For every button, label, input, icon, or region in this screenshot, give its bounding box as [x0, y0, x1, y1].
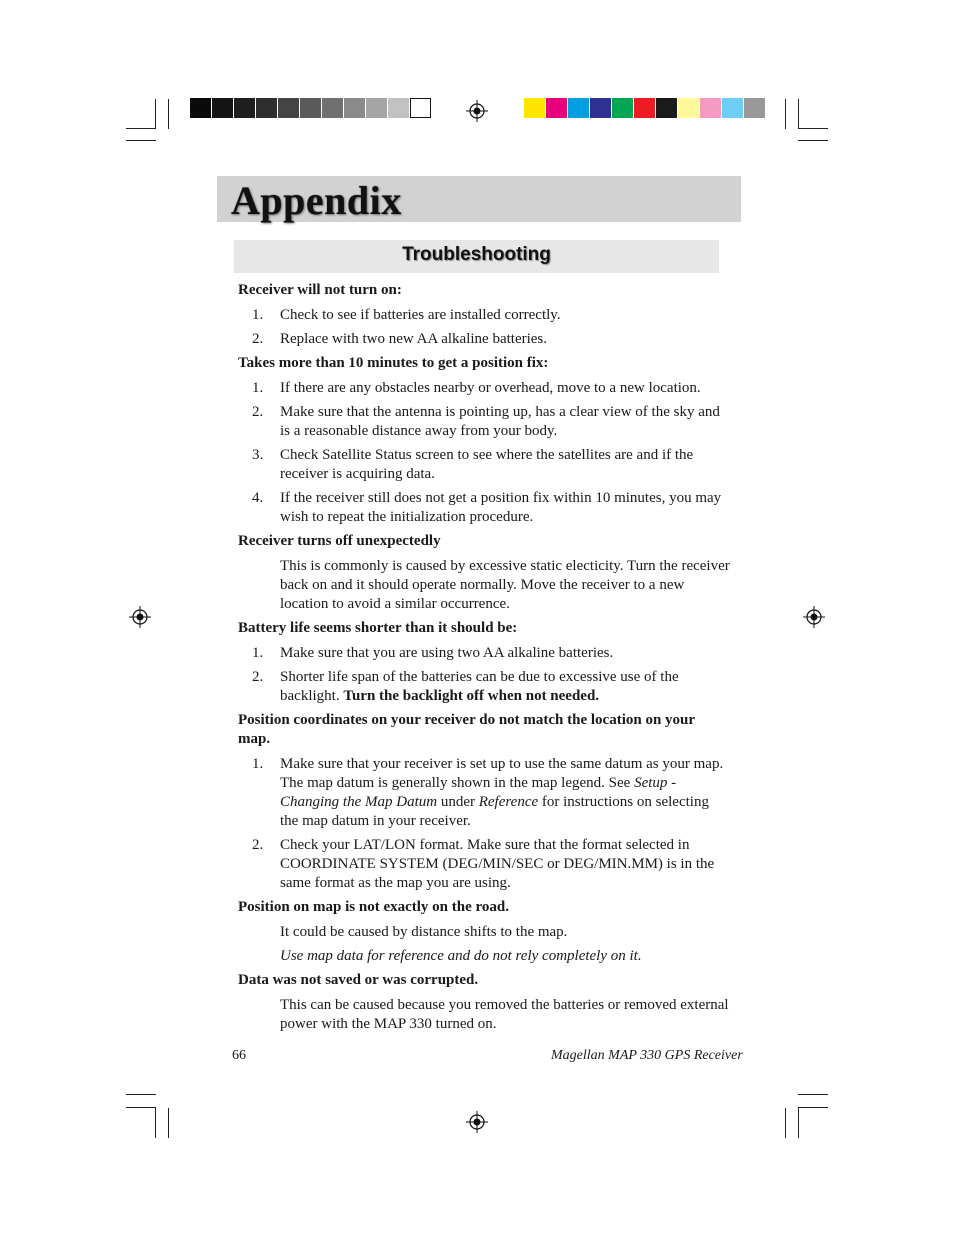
- list-item: [238, 755, 730, 831]
- list-item: [238, 379, 730, 398]
- list-text: Shorter life span of the batteries can be due to excessive use of the backlight.: [280, 669, 679, 704]
- topic-heading: Data was not saved or was corrupted.: [238, 972, 479, 988]
- registration-mark-icon: [466, 1111, 488, 1133]
- crop-mark: [155, 99, 156, 129]
- color-swatch: [388, 98, 409, 118]
- color-swatch: [524, 98, 545, 118]
- list-text: Check Satellite Status screen to see where the satellites are and if the receiver is acquiring data.: [280, 447, 694, 482]
- crop-mark: [168, 99, 169, 129]
- crop-mark: [126, 128, 156, 129]
- color-swatch: [322, 98, 343, 118]
- color-swatch: [612, 98, 633, 118]
- topic-heading: Battery life seems shorter than it should be:: [238, 620, 518, 636]
- list-item: [238, 306, 730, 325]
- list-number: 2.: [252, 331, 264, 347]
- list-item: [238, 644, 730, 663]
- color-swatch: [656, 98, 677, 118]
- color-swatch: [366, 98, 387, 118]
- list-text: If the receiver still does not get a position fix within 10 minutes, you may wish to repeat the initialization procedure.: [280, 490, 722, 525]
- crop-mark: [798, 1094, 828, 1095]
- crop-mark: [155, 1108, 156, 1138]
- color-swatch: [678, 98, 699, 118]
- color-swatch: [722, 98, 743, 118]
- appendix-banner: [217, 176, 741, 222]
- list-item: [238, 403, 730, 441]
- topic-heading: Position on map is not exactly on the road.: [238, 899, 509, 915]
- italic-note: Use map data for reference and do not rely completely on it.: [280, 948, 642, 964]
- list-number: 1.: [252, 307, 264, 323]
- color-swatch: [634, 98, 655, 118]
- crop-mark: [798, 128, 828, 129]
- section-banner: [234, 240, 719, 273]
- topic-paragraph: This is commonly is caused by excessive static electicity. Turn the receiver back on and it should operate normally. Move the receiver to a new location to avoid a similar occurrence.: [280, 558, 730, 612]
- list-number: 1.: [252, 380, 264, 396]
- crop-mark: [798, 1107, 828, 1108]
- topic-note: [238, 947, 730, 966]
- cross-reference: Setup - Changing the Map Datum: [280, 775, 677, 810]
- color-swatch: [546, 98, 567, 118]
- running-footer: Magellan MAP 330 GPS Receiver: [551, 1048, 743, 1063]
- crop-mark: [785, 99, 786, 129]
- registration-mark-icon: [129, 606, 151, 628]
- topic-paragraph: This can be caused because you removed the batteries or removed external power with the MAP 330 turned on.: [280, 997, 729, 1032]
- list-text: under: [437, 794, 479, 810]
- page-number: 66: [232, 1048, 246, 1063]
- list-item: [238, 836, 730, 893]
- list-text: Check your LAT/LON format. Make sure that the format selected in COORDINATE SYSTEM (DEG/MIN/SEC or DEG/MIN.MM) is in the same format as the map you are using.: [280, 837, 715, 891]
- list-item: [238, 489, 730, 527]
- list-number: 2.: [252, 669, 264, 685]
- topic-heading: Takes more than 10 minutes to get a position fix:: [238, 355, 549, 371]
- list-text: Make sure that the antenna is pointing up, has a clear view of the sky and is a reasonable distance away from your body.: [280, 404, 720, 439]
- color-swatch: [590, 98, 611, 118]
- registration-mark-icon: [803, 606, 825, 628]
- color-swatch: [278, 98, 299, 118]
- list-text: Check to see if batteries are installed correctly.: [280, 307, 561, 323]
- color-swatch: [344, 98, 365, 118]
- list-text: If there are any obstacles nearby or overhead, move to a new location.: [280, 380, 701, 396]
- crop-mark: [798, 99, 799, 129]
- list-number: 1.: [252, 645, 264, 661]
- color-swatch: [568, 98, 589, 118]
- color-swatch: [700, 98, 721, 118]
- list-text-bold: Turn the backlight off when not needed.: [343, 688, 600, 704]
- list-text: for instructions on selecting the map datum in your receiver.: [280, 794, 709, 829]
- page-title: Appendix: [231, 178, 402, 223]
- crop-mark: [126, 140, 156, 141]
- color-swatch: [410, 98, 431, 118]
- troubleshooting-content: [238, 281, 730, 1039]
- color-swatch: [212, 98, 233, 118]
- list-text: Make sure that you are using two AA alkaline batteries.: [280, 645, 614, 661]
- crop-mark: [168, 1108, 169, 1138]
- list-number: 4.: [252, 490, 264, 506]
- crop-mark: [126, 1094, 156, 1095]
- topic-paragraph: It could be caused by distance shifts to the map.: [280, 924, 568, 940]
- color-swatch: [234, 98, 255, 118]
- color-swatch: [190, 98, 211, 118]
- color-swatch: [300, 98, 321, 118]
- list-number: 2.: [252, 404, 264, 420]
- list-item: [238, 330, 730, 349]
- crop-mark: [798, 140, 828, 141]
- list-number: 2.: [252, 837, 264, 853]
- topic-heading: Receiver will not turn on:: [238, 282, 402, 298]
- crop-mark: [785, 1108, 786, 1138]
- section-title: Troubleshooting: [402, 244, 551, 265]
- list-number: 3.: [252, 447, 264, 463]
- list-item: [238, 668, 730, 706]
- cross-reference: Reference: [478, 794, 539, 810]
- list-item: [238, 446, 730, 484]
- crop-mark: [126, 1107, 156, 1108]
- crop-mark: [798, 1108, 799, 1138]
- list-text: Make sure that your receiver is set up to use the same datum as your map. The map datum is generally shown in the map legend. See: [280, 756, 724, 791]
- topic-heading: Receiver turns off unexpectedly: [238, 533, 441, 549]
- list-text: Replace with two new AA alkaline batteries.: [280, 331, 548, 347]
- color-swatch: [744, 98, 765, 118]
- registration-mark-icon: [466, 100, 488, 122]
- list-number: 1.: [252, 756, 264, 772]
- color-swatch: [256, 98, 277, 118]
- topic-heading: Position coordinates on your receiver do not match the location on your map.: [238, 712, 695, 747]
